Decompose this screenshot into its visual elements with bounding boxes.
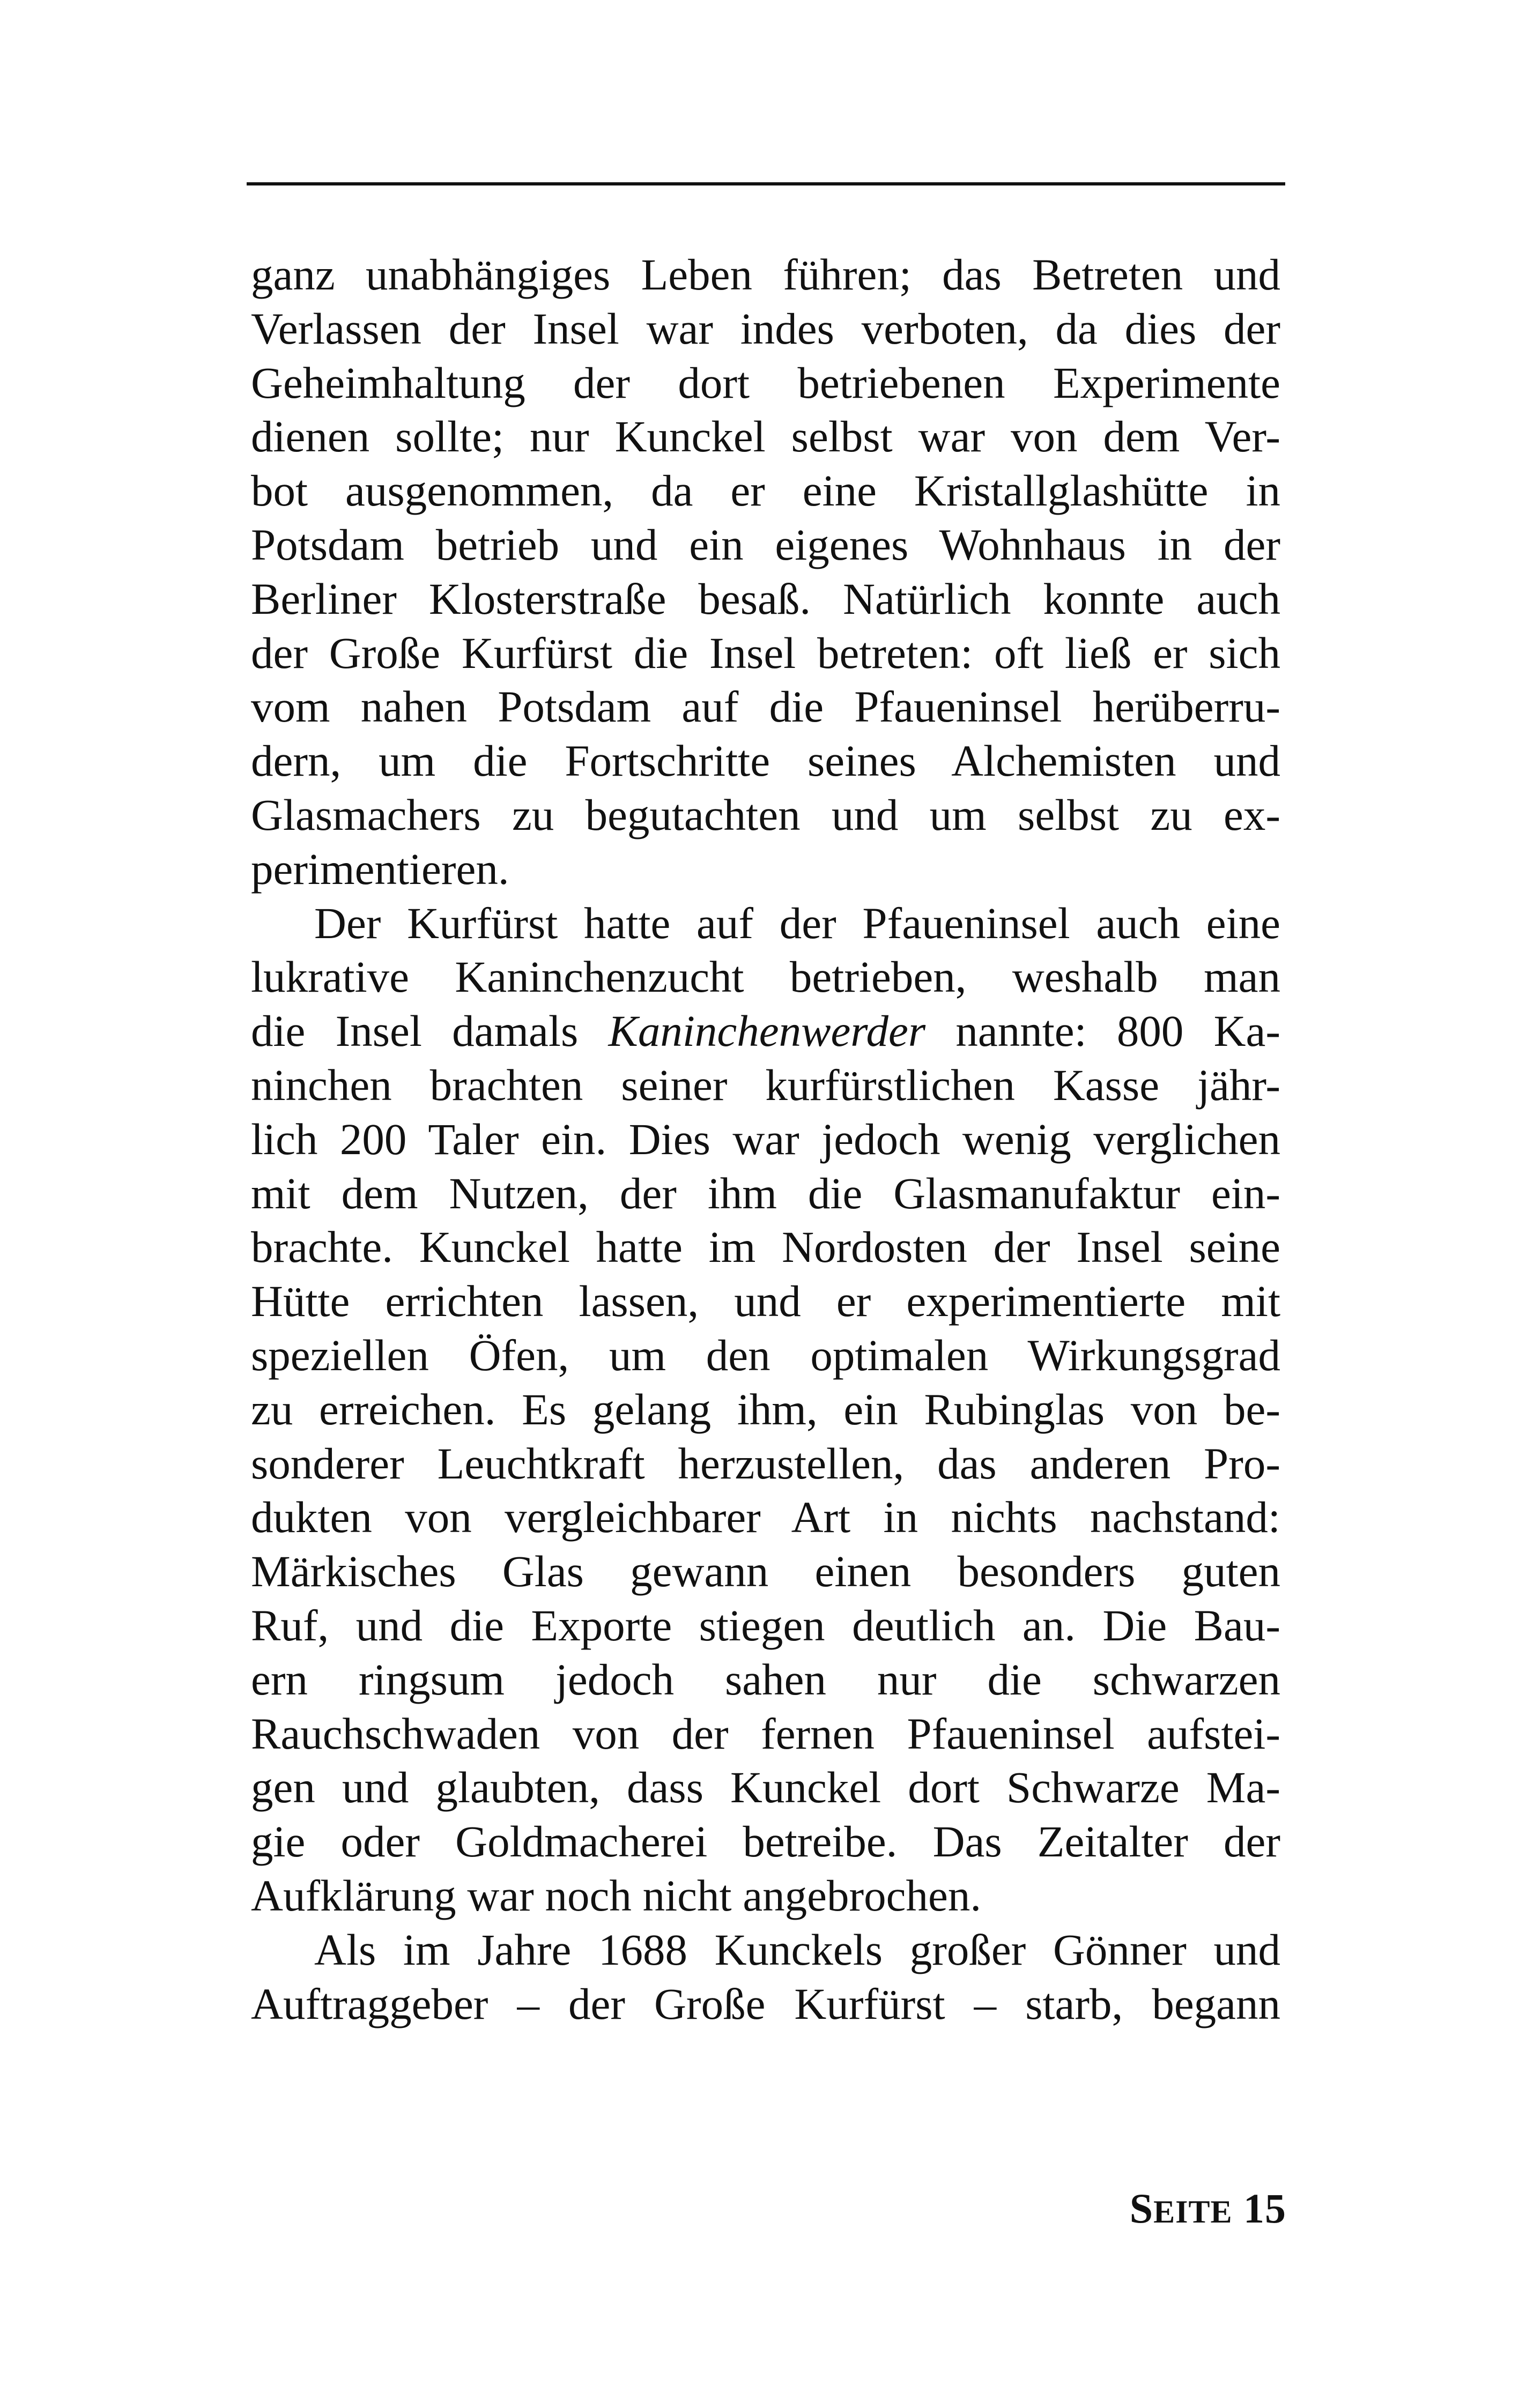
text-line: Auftraggeber – der Große Kurfürst – starb, begann xyxy=(251,1979,1280,2028)
text-line: perimentieren. xyxy=(251,844,509,894)
text-line: vom nahen Potsdam auf die Pfaueninsel herüberru- xyxy=(251,682,1280,732)
text-line: mit dem Nutzen, der ihm die Glasmanufaktur ein- xyxy=(251,1168,1280,1218)
text-line: Glasmachers zu begutachten und um selbst zu ex- xyxy=(251,790,1280,839)
text-line: Märkisches Glas gewann einen besonders guten xyxy=(251,1547,1280,1596)
text-line: dienen sollte; nur Kunckel selbst war von dem Ver- xyxy=(251,412,1280,462)
text-line: Geheimhaltung der dort betriebenen Experimente xyxy=(251,358,1280,407)
text-segment: die Insel damals xyxy=(251,1006,609,1056)
text-line: Rauchschwaden von der fernen Pfaueninsel aufstei- xyxy=(251,1708,1280,1758)
text-line: speziellen Öfen, um den optimalen Wirkungsgrad xyxy=(251,1330,1280,1380)
text-line: lich 200 Taler ein. Dies war jedoch wenig verglichen xyxy=(251,1114,1280,1164)
body-text xyxy=(251,248,1280,2031)
text-line: brachte. Kunckel hatte im Nordosten der Insel seine xyxy=(251,1222,1280,1272)
text-line: ninchen brachten seiner kurfürstlichen Kasse jähr- xyxy=(251,1060,1280,1110)
text-line: bot ausgenommen, da er eine Kristallglashütte in xyxy=(251,466,1280,516)
text-line: Ruf, und die Exporte stiegen deutlich an. Die Bau- xyxy=(251,1600,1280,1650)
text-line-with-italic xyxy=(251,1004,1280,1058)
text-line: der Große Kurfürst die Insel betreten: oft ließ er sich xyxy=(251,628,1280,678)
text-line: dern, um die Fortschritte seines Alchemisten und xyxy=(251,736,1280,786)
text-line: Als im Jahre 1688 Kunckels großer Gönner und xyxy=(314,1924,1280,1974)
page-label-rest: EITE xyxy=(1153,2194,1233,2229)
page-number-value: 15 xyxy=(1243,2185,1286,2232)
text-segment: nannte: 800 Ka- xyxy=(925,1006,1281,1056)
page-label-initial: S xyxy=(1129,2185,1154,2232)
text-line: gie oder Goldmacherei betreibe. Das Zeitalter der xyxy=(251,1817,1280,1867)
text-line: sonderer Leuchtkraft herzustellen, das anderen Pro- xyxy=(251,1438,1280,1488)
text-line: ern ringsum jedoch sahen nur die schwarzen xyxy=(251,1654,1280,1704)
text-line: dukten von vergleichbarer Art in nichts nachstand: xyxy=(251,1492,1280,1542)
text-line: Berliner Klosterstraße besaß. Natürlich konnte auch xyxy=(251,574,1280,623)
text-line: Verlassen der Insel war indes verboten, da dies der xyxy=(251,303,1280,353)
text-line: Der Kurfürst hatte auf der Pfaueninsel auch eine xyxy=(314,898,1280,948)
italic-term: Kaninchenwerder xyxy=(608,1006,926,1056)
text-line: Potsdam betrieb und ein eigenes Wohnhaus in der xyxy=(251,519,1280,569)
header-rule xyxy=(247,182,1285,185)
text-line: ganz unabhängiges Leben führen; das Betreten und xyxy=(251,250,1280,299)
text-line: gen und glaubten, dass Kunckel dort Schwarze Ma- xyxy=(251,1763,1280,1812)
page-number xyxy=(1130,2184,1286,2233)
text-line: Aufklärung war noch nicht angebrochen. xyxy=(251,1870,982,1920)
text-line: lukrative Kaninchenzucht betrieben, weshalb man xyxy=(251,952,1280,1002)
text-line: Hütte errichten lassen, und er experimentierte mit xyxy=(251,1276,1280,1326)
text-line: zu erreichen. Es gelang ihm, ein Rubinglas von be- xyxy=(251,1384,1280,1434)
